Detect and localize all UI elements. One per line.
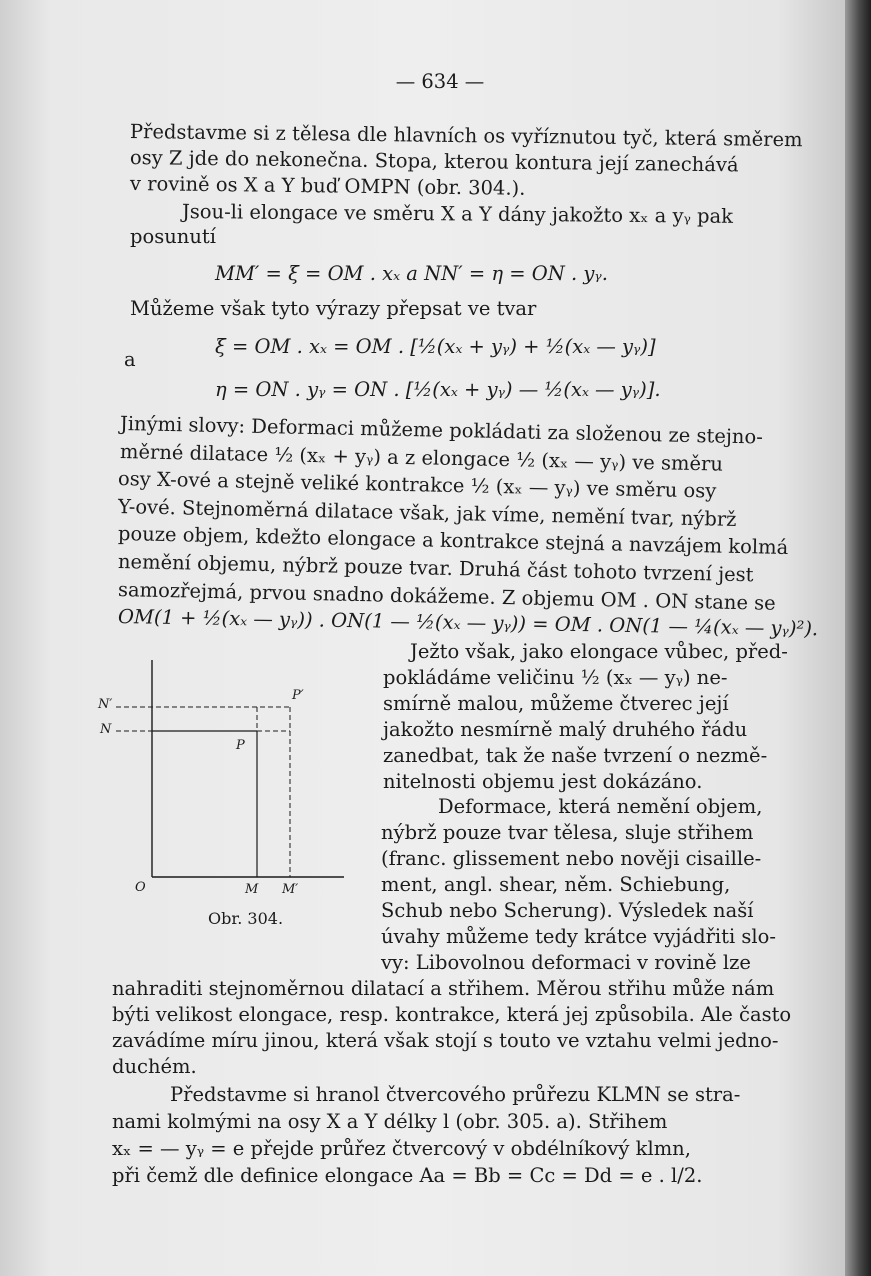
label-m: M (245, 882, 259, 897)
p1-line-2: osy Z jde do nekonečna. Stopa, kterou kontura její zanechává (129, 146, 739, 177)
p6-line-11: duchém. (112, 1055, 197, 1078)
p6-line-5: Schub nebo Scherung). Výsledek naší (381, 899, 754, 922)
book-spine (845, 0, 871, 1276)
p6-line-9: býti velikost elongace, resp. kontrakce, která jej způsobila. Ale často (112, 1003, 792, 1026)
p4-line-6: nemění objemu, nýbrž pouze tvar. Druhá část tohoto tvrzení jest (117, 550, 754, 587)
p1-line-3: v rovině os X a Y buď OMPN (obr. 304.). (129, 172, 526, 200)
p5-line-2: pokládáme veličinu ½ (xₓ — yᵧ) ne- (383, 666, 728, 689)
p5-line-3: smírně malou, můžeme čtverec její (383, 692, 729, 715)
label-n-prime: N′ (98, 697, 113, 712)
p5-line-4: jakožto nesmírně malý druhého řádu (383, 718, 748, 741)
page-number: — 634 — (395, 70, 485, 93)
figure-304 (112, 655, 352, 895)
p4-line-5: pouze objem, kdežto elongace a kontrakce stejná a navzájem kolmá (117, 522, 789, 560)
p4-line-7: samozřejmá, prvou snadno dokážeme. Z objemu OM . ON stane se (117, 578, 776, 615)
figure-caption: Obr. 304. (208, 909, 284, 928)
label-n: N (100, 722, 112, 737)
p5-line-1: Ježto však, jako elongace vůbec, před- (410, 640, 788, 663)
p6-line-1: Deformace, která nemění objem, (438, 795, 763, 818)
label-o: O (135, 880, 146, 895)
p5-line-6: nitelnosti objemu jest dokázáno. (383, 770, 703, 793)
p6-line-10: zavádíme míru jinou, která však stojí s touto ve vztahu velmi jedno- (112, 1029, 779, 1052)
p4-line-4: Y-ové. Stejnoměrná dilatace však, jak víme, nemění tvar, nýbrž (117, 495, 737, 531)
p1-line-1: Představme si z tělesa dle hlavních os vyříznutou tyč, která směrem (129, 120, 803, 152)
p4-line-2: měrné dilatace ½ (xₓ + yᵧ) a z elongace ½ (xₓ — yᵧ) ve směru (119, 440, 724, 476)
p7-line-3: xₓ = — yᵧ = e přejde průřez čtvercový v obdélníkový klmn, (112, 1137, 691, 1160)
p7-line-4: při čemž dle definice elongace Aa = Bb = Cc = Dd = e . l/2. (112, 1164, 703, 1187)
equation-xi: ξ = OM . xₓ = OM . [½(xₓ + yᵧ) + ½(xₓ — yᵧ)] (215, 335, 656, 358)
equation-eta: η = ON . yᵧ = ON . [½(xₓ + yᵧ) — ½(xₓ — yᵧ)]. (215, 378, 661, 401)
p7-line-1: Představme si hranol čtvercového průřezu KLMN se stra- (170, 1083, 741, 1106)
p2-line-2: posunutí (130, 225, 216, 248)
p6-line-7: vy: Libovolnou deformaci v rovině lze (381, 951, 751, 974)
p7-line-2: nami kolmými na osy X a Y délky l (obr. 305. a). Střihem (112, 1110, 668, 1133)
p4-line-3: osy X-ové a stejně veliké kontrakce ½ (xₓ — yᵧ) ve směru osy (117, 467, 717, 503)
p6-line-8: nahraditi stejnoměrnou dilatací a střihem. Měrou střihu může nám (112, 977, 775, 1000)
p6-line-6: úvahy můžeme tedy krátce vyjádřiti slo- (381, 925, 776, 948)
p2-line-1: Jsou-li elongace ve směru X a Y dány jakožto xₓ a yᵧ pak (181, 200, 734, 228)
p3-line: Můžeme však tyto výrazy přepsat ve tvar (130, 297, 537, 320)
label-p: P (236, 738, 245, 753)
p4-line-1: Jinými slovy: Deformaci můžeme pokládati za složenou ze stejno- (119, 412, 764, 449)
label-m-prime: M′ (282, 882, 299, 897)
p6-line-4: ment, angl. shear, něm. Schiebung, (381, 873, 731, 896)
p6-line-3: (franc. glissement nebo nověji cisaille- (381, 847, 762, 870)
equation-shift: MM′ = ξ = OM . xₓ a NN′ = η = ON . yᵧ. (215, 262, 608, 285)
equation-xi-prefix: a (124, 348, 136, 371)
p5-line-5: zanedbat, tak že naše tvrzení o nezmě- (383, 744, 768, 767)
p6-line-2: nýbrž pouze tvar tělesa, sluje střihem (381, 821, 754, 844)
p4-line-8: OM(1 + ½(xₓ — yᵧ)) . ON(1 — ½(xₓ — yᵧ)) = OM . ON(1 — ¼(xₓ — yᵧ)²). (117, 605, 819, 641)
label-p-prime: P′ (292, 688, 304, 703)
